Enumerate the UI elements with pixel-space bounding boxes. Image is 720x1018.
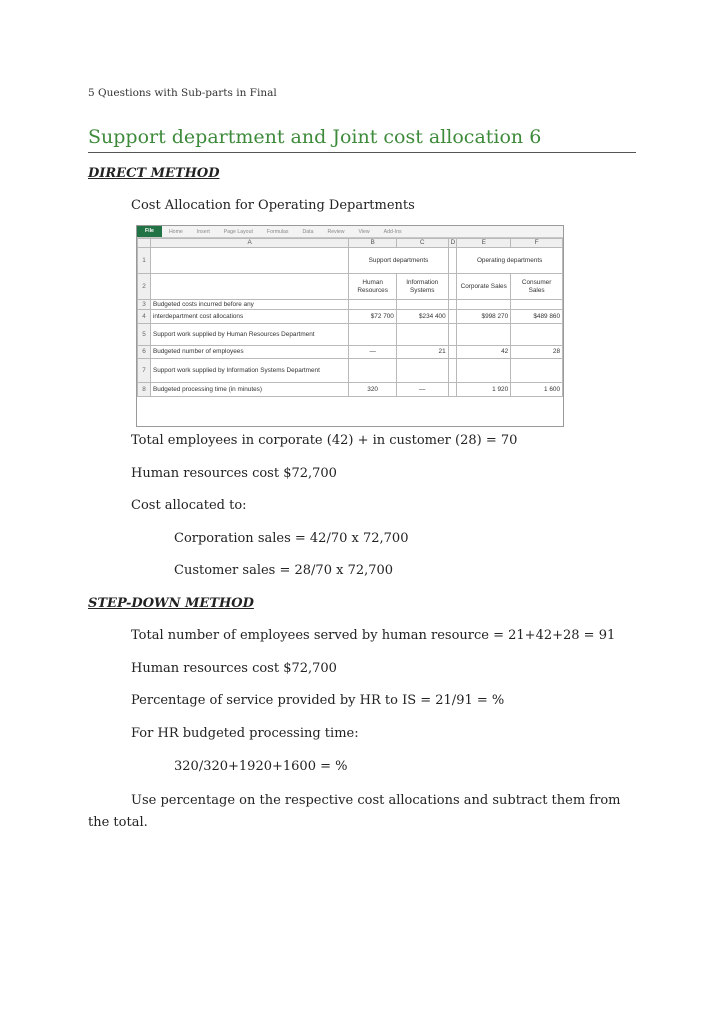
table-cell: 320 bbox=[349, 383, 396, 397]
column-header: A bbox=[150, 239, 348, 248]
page-title: Support department and Joint cost allocation 6 bbox=[88, 126, 636, 153]
spreadsheet-ribbon bbox=[137, 226, 563, 238]
step-line-processing-formula: 320/320+1920+1600 = % bbox=[174, 759, 348, 774]
table-cell: 28 bbox=[511, 346, 563, 359]
table-row bbox=[138, 310, 563, 324]
table-row bbox=[138, 324, 563, 346]
table-cell: 21 bbox=[396, 346, 448, 359]
row-number: 6 bbox=[138, 346, 151, 359]
step-line-processing-time: For HR budgeted processing time: bbox=[131, 726, 359, 741]
table-cell: Support work supplied by Information Systems Department bbox=[150, 359, 348, 383]
corner-cell bbox=[138, 239, 151, 248]
table-cell: 42 bbox=[457, 346, 511, 359]
table-cell: 1 600 bbox=[511, 383, 563, 397]
direct-method-subheading: Cost Allocation for Operating Departments bbox=[131, 198, 415, 213]
direct-line-hr-cost: Human resources cost $72,700 bbox=[131, 466, 337, 481]
step-line-percentage: Percentage of service provided by HR to IS = 21/91 = % bbox=[131, 693, 505, 708]
ribbon-tab-file: File bbox=[137, 226, 162, 237]
table-cell bbox=[448, 300, 457, 310]
column-header: C bbox=[396, 239, 448, 248]
column-header-row bbox=[138, 239, 563, 248]
row-number: 3 bbox=[138, 300, 151, 310]
table-row bbox=[138, 359, 563, 383]
row-number: 1 bbox=[138, 248, 151, 274]
direct-line-corporation-sales: Corporation sales = 42/70 x 72,700 bbox=[174, 531, 409, 546]
table-cell bbox=[150, 248, 348, 274]
table-cell: Budgeted processing time (in minutes) bbox=[150, 383, 348, 397]
table-row bbox=[138, 300, 563, 310]
row-number: 2 bbox=[138, 274, 151, 300]
table-cell bbox=[349, 324, 396, 346]
table-cell: — bbox=[349, 346, 396, 359]
table-row bbox=[138, 248, 563, 274]
table-cell bbox=[457, 300, 511, 310]
table-cell: Human Resources bbox=[349, 274, 396, 300]
table-cell bbox=[448, 346, 457, 359]
table-cell: $998 270 bbox=[457, 310, 511, 324]
header-note: 5 Questions with Sub-parts in Final bbox=[88, 87, 277, 99]
table-cell: Corporate Sales bbox=[457, 274, 511, 300]
table-cell: $72 700 bbox=[349, 310, 396, 324]
column-header: B bbox=[349, 239, 396, 248]
table-cell: Budgeted costs incurred before any bbox=[150, 300, 348, 310]
table-cell: 1 920 bbox=[457, 383, 511, 397]
table-cell: Consumer Sales bbox=[511, 274, 563, 300]
table-cell bbox=[448, 274, 457, 300]
ribbon-tab-page-layout: Page Layout bbox=[223, 228, 253, 235]
table-cell bbox=[448, 248, 457, 274]
row-number: 5 bbox=[138, 324, 151, 346]
ribbon-tab-insert: Insert bbox=[196, 228, 210, 235]
operating-departments-header: Operating departments bbox=[457, 248, 563, 274]
table-cell: $489 860 bbox=[511, 310, 563, 324]
support-departments-header: Support departments bbox=[349, 248, 448, 274]
column-header: F bbox=[511, 239, 563, 248]
ribbon-tab-review: Review bbox=[327, 228, 345, 235]
direct-line-customer-sales: Customer sales = 28/70 x 72,700 bbox=[174, 563, 394, 578]
table-cell bbox=[349, 359, 396, 383]
direct-line-total-employees: Total employees in corporate (42) + in customer (28) = 70 bbox=[131, 433, 518, 448]
column-header: E bbox=[457, 239, 511, 248]
table-row bbox=[138, 346, 563, 359]
direct-method-heading: DIRECT METHOD bbox=[88, 166, 220, 181]
ribbon-tab-formulas: Formulas bbox=[266, 228, 289, 235]
row-number: 4 bbox=[138, 310, 151, 324]
column-header: D bbox=[448, 239, 457, 248]
table-cell: Budgeted number of employees bbox=[150, 346, 348, 359]
table-cell bbox=[396, 300, 448, 310]
table-cell: $234 400 bbox=[396, 310, 448, 324]
table-cell bbox=[457, 324, 511, 346]
table-cell bbox=[448, 310, 457, 324]
spreadsheet-image bbox=[136, 225, 564, 427]
row-number: 7 bbox=[138, 359, 151, 383]
direct-line-cost-allocated: Cost allocated to: bbox=[131, 498, 247, 513]
allocation-table bbox=[137, 238, 563, 397]
table-cell: — bbox=[396, 383, 448, 397]
table-cell bbox=[150, 274, 348, 300]
ribbon-tab-home: Home bbox=[168, 228, 183, 235]
table-row bbox=[138, 383, 563, 397]
ribbon-tab-view: View bbox=[358, 228, 370, 235]
step-closing-paragraph: Use percentage on the respective cost allocations and subtract them from the total. bbox=[88, 793, 621, 830]
table-cell bbox=[349, 300, 396, 310]
table-cell bbox=[448, 324, 457, 346]
table-cell bbox=[448, 383, 457, 397]
ribbon-tab-data: Data bbox=[302, 228, 314, 235]
table-row bbox=[138, 274, 563, 300]
table-cell bbox=[511, 324, 563, 346]
step-down-method-heading: STEP-DOWN METHOD bbox=[88, 596, 254, 611]
table-cell bbox=[448, 359, 457, 383]
table-cell bbox=[457, 359, 511, 383]
ribbon-tab-add-ins: Add-Ins bbox=[383, 228, 402, 235]
table-cell: Information Systems bbox=[396, 274, 448, 300]
step-line-hr-cost: Human resources cost $72,700 bbox=[131, 661, 337, 676]
row-number: 8 bbox=[138, 383, 151, 397]
table-cell bbox=[511, 300, 563, 310]
table-cell: Support work supplied by Human Resources Department bbox=[150, 324, 348, 346]
table-cell bbox=[396, 359, 448, 383]
step-line-total-employees: Total number of employees served by human resource = 21+42+28 = 91 bbox=[131, 628, 616, 643]
table-cell: interdepartment cost allocations bbox=[150, 310, 348, 324]
table-cell bbox=[511, 359, 563, 383]
table-cell bbox=[396, 324, 448, 346]
